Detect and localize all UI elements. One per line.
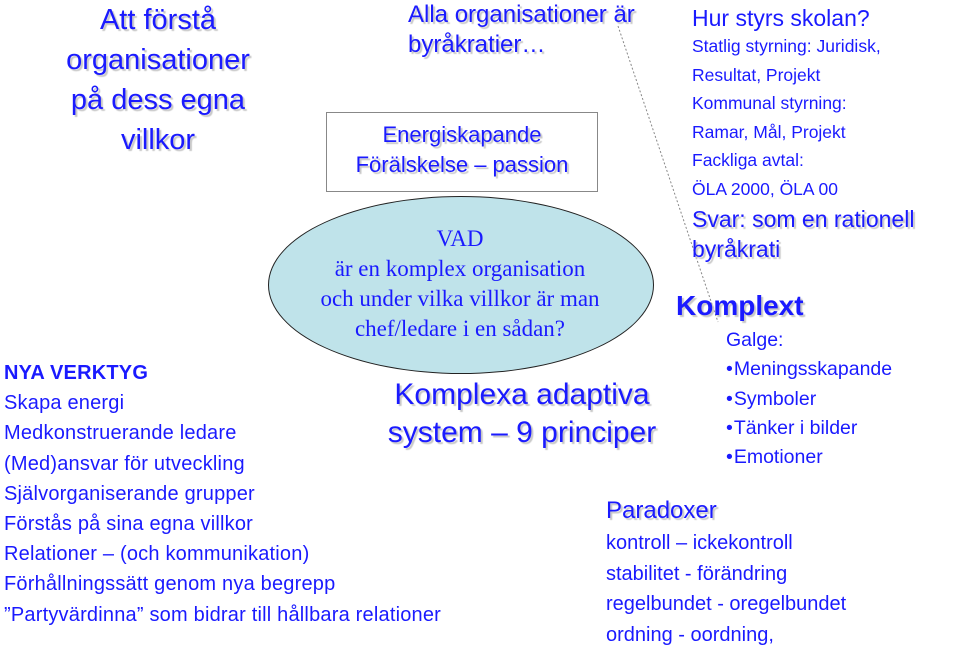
bureaucracy-statement	[408, 0, 635, 60]
list-item: Skapa energi	[4, 388, 441, 418]
paradox-item: ordning - oordning,	[606, 620, 846, 650]
ellipse-line: VAD	[268, 224, 652, 254]
paradox-list	[606, 494, 846, 650]
list-item: ”Partyvärdinna” som bidrar till hållbara relationer	[4, 600, 441, 630]
galge-list	[726, 326, 892, 472]
statement-line: Alla organisationer är	[408, 0, 635, 30]
governance-line: Statlig styrning: Juridisk,	[692, 32, 914, 61]
list-item: Förhållningssätt genom nya begrepp	[4, 569, 441, 599]
ellipse-line: och under vilka villkor är man	[268, 284, 652, 314]
statement-line: byråkratier…	[408, 30, 635, 60]
governance-line: Fackliga avtal:	[692, 146, 914, 175]
paradox-item: regelbundet - oregelbundet	[606, 589, 846, 620]
title-line: villkor	[28, 120, 288, 160]
governance-line: Resultat, Projekt	[692, 61, 914, 90]
ellipse-text	[268, 224, 652, 344]
list-item: Medkonstruerande ledare	[4, 418, 441, 448]
answer-line: Svar: som en rationell	[692, 204, 914, 234]
title-line: organisationer	[28, 40, 288, 80]
governance-line: Kommunal styrning:	[692, 89, 914, 118]
galge-item: • Meningsskapande	[726, 355, 892, 384]
governance-line: Ramar, Mål, Projekt	[692, 118, 914, 147]
list-item: Förstås på sina egna villkor	[4, 509, 441, 539]
ellipse-line: chef/ledare i en sådan?	[268, 314, 652, 344]
galge-item: • Tänker i bilder	[726, 414, 892, 443]
galge-item: • Emotioner	[726, 443, 892, 472]
title-line: Att förstå	[28, 0, 288, 40]
komplext-heading: Komplext	[676, 290, 804, 322]
governance-heading: Hur styrs skolan?	[692, 4, 914, 32]
title-line: på dess egna	[28, 80, 288, 120]
list-item: Självorganiserande grupper	[4, 479, 441, 509]
energy-box	[326, 112, 598, 192]
paradox-item: stabilitet - förändring	[606, 559, 846, 590]
governance-line: ÖLA 2000, ÖLA 00	[692, 175, 914, 204]
list-heading: NYA VERKTYG	[4, 358, 441, 388]
ellipse-line: är en komplex organisation	[268, 254, 652, 284]
paradox-heading: Paradoxer	[606, 494, 846, 528]
complex-line: system – 9 principer	[372, 414, 672, 452]
energy-line: Energiskapande	[327, 120, 597, 150]
complex-line: Komplexa adaptiva	[372, 376, 672, 414]
school-governance	[692, 4, 914, 264]
galge-item: • Symboler	[726, 385, 892, 414]
slide-title	[28, 0, 288, 160]
energy-line: Förälskelse – passion	[327, 150, 597, 180]
paradox-item: kontroll – ickekontroll	[606, 528, 846, 559]
galge-heading: Galge:	[726, 326, 892, 355]
list-item: (Med)ansvar för utveckling	[4, 449, 441, 479]
list-item: Relationer – (och kommunikation)	[4, 539, 441, 569]
answer-line: byråkrati	[692, 234, 914, 264]
new-tools-list	[4, 358, 441, 630]
